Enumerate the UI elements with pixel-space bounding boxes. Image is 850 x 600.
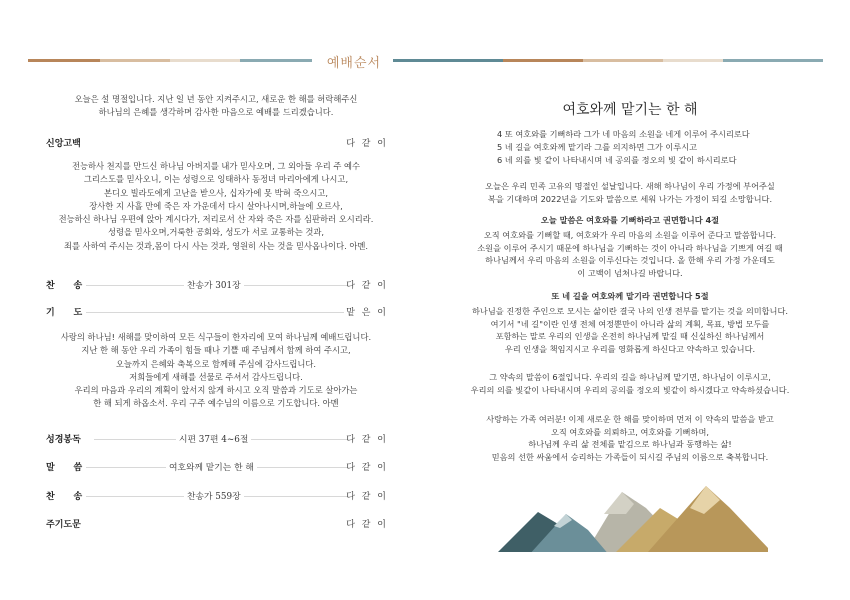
text-line: 하나님의 은혜를 생각하며 감사한 마음으로 예배를 드리겠습니다. <box>98 107 334 118</box>
sermon-paragraph <box>455 180 805 205</box>
order-detail: 여호와께 맡기는 한 해 <box>166 460 257 473</box>
sermon-paragraph <box>455 229 805 279</box>
order-leader: 다 같 이 <box>346 139 388 149</box>
text-line: 오늘은 설 명절입니다. 지난 일 년 동안 지켜주시고, 새로운 한 해를 허락해주신 <box>74 94 358 104</box>
text-line: 하나님을 진정한 주인으로 모시는 삶이란 결국 나의 인생 전부를 맡기는 것을 의미합니다. <box>472 306 788 316</box>
order-leader: 다 같 이 <box>346 463 388 473</box>
leader-line <box>86 312 344 313</box>
order-detail: 시편 37편 4~6절 <box>176 432 251 445</box>
text-line: 오직 여호와를 의뢰하고, 여호와를 기뻐하며, <box>551 426 709 437</box>
bar-segment <box>240 59 312 62</box>
text-line: 우리의 의를 빛같이 나타내시며 우리의 공의를 정오의 빛같이 하시겠다고 약속하셨습니다. <box>470 384 790 395</box>
text-line: 오늘은 우리 민족 고유의 명절인 설날입니다. 새해 하나님이 우리 가정에 부어주실 <box>485 181 775 191</box>
text-line: 여기서 "네 길"이란 인생 전체 여정뿐만이 아니라 삶의 계획, 목표, 방법 모두를 <box>490 318 770 329</box>
text-line: 우리 인생을 책임지시고 우리를 영화롭게 하신다고 약속하고 있습니다. <box>504 343 756 354</box>
bar-segment <box>583 59 663 62</box>
text-line: 지난 한 해 동안 우리 가족이 힘들 때나 기쁠 때 주님께서 함께 하여 주시고, <box>81 345 351 356</box>
bible-verses <box>497 128 797 167</box>
order-leader: 다 같 이 <box>346 281 388 291</box>
verse-line: 4 또 여호와를 기뻐하라 그가 네 마음의 소원을 네게 이루어 주시리로다 <box>497 129 750 139</box>
text-line: 소원을 이루어 주시기 때문에 하나님을 기뻐하는 것이 아니라 하나님을 기쁘게 여길 때 <box>477 242 783 253</box>
sermon-paragraph <box>455 413 805 463</box>
page-title: 예배순서 <box>326 56 382 71</box>
order-leader: 다 같 이 <box>346 520 388 530</box>
apostles-creed <box>26 160 406 253</box>
sermon-subheading: 또 네 길을 여호와께 맡기라 권면합니다 5절 <box>551 291 709 301</box>
order-item-prayer <box>46 305 388 319</box>
text-line: 복을 기대하며 2022년을 기도와 말씀으로 세워 나가는 가정이 되길 소망합니다. <box>487 193 773 204</box>
text-line: 하나님께서 우리 마음의 소원을 이루신다는 것입니다. 올 한해 우리 가정 가운데도 <box>485 255 775 265</box>
verse-line: 6 네 의를 빛 같이 나타내시며 네 공의를 정오의 빛 같이 하시리로다 <box>497 155 737 165</box>
sermon-paragraph <box>455 305 805 355</box>
order-item-lords-prayer <box>46 517 388 531</box>
order-item-creed <box>46 136 388 150</box>
bar-segment <box>393 59 503 62</box>
sermon-paragraph <box>455 371 805 396</box>
bar-segment <box>100 59 170 62</box>
text-line: 저희들에게 새해를 선물로 주셔서 감사드립니다. <box>129 371 303 382</box>
order-label: 신앙고백 <box>46 139 81 149</box>
order-detail: 찬송가 559장 <box>184 489 244 502</box>
intro-text <box>26 93 406 120</box>
bar-segment <box>723 59 823 62</box>
sermon-subheading: 오늘 말씀은 여호와를 기뻐하라고 권면합니다 4절 <box>540 215 720 225</box>
text-line: 죄를 사하여 주시는 것과,몸이 다시 사는 것과, 영원히 사는 것을 믿사옵나이다. 아멘. <box>63 240 369 251</box>
order-item-hymn-2 <box>46 489 388 503</box>
sermon-title: 여호와께 맡기는 한 해 <box>562 102 698 118</box>
bar-segment <box>28 59 100 62</box>
text-line: 그리스도를 믿사오니, 이는 성령으로 잉태하사 동정녀 마리아에게 나시고, <box>83 174 349 185</box>
order-leader: 다 같 이 <box>346 435 388 445</box>
order-label: 찬 송 <box>46 492 83 502</box>
text-line: 그 약속의 말씀이 6절입니다. 우리의 길을 하나님께 맡기면, 하나님이 이루시고, <box>489 372 771 382</box>
bar-segment <box>503 59 583 62</box>
text-line: 사랑의 하나님! 새해를 맞이하여 모든 식구들이 한자리에 모여 하나님께 예배드립니다. <box>60 332 372 342</box>
order-label: 찬 송 <box>46 281 83 291</box>
order-label: 성경봉독 <box>46 435 81 445</box>
text-line: 믿음의 선한 싸움에서 승리하는 가족들이 되시길 주님의 이름으로 축복합니다. <box>491 451 769 462</box>
text-line: 포함하는 말로 우리의 인생을 온전히 하나님께 맡길 때 신실하신 하나님께서 <box>495 331 765 341</box>
mountains-illustration <box>498 478 768 562</box>
text-line: 이 고백이 넘쳐나길 바랍니다. <box>577 267 683 278</box>
text-line: 한 해 되게 하옵소서. 우리 구주 예수님의 이름으로 기도합니다. 아멘 <box>93 398 339 409</box>
ground <box>498 552 768 562</box>
text-line: 성령을 믿사오며,거룩한 공회와, 성도가 서로 교통하는 것과, <box>107 227 325 238</box>
order-leader: 다 같 이 <box>346 492 388 502</box>
order-item-hymn-1 <box>46 278 388 292</box>
verse-line: 5 네 길을 여호와께 맡기라 그를 의지하면 그가 이루시고 <box>497 142 698 152</box>
order-leader: 맡 은 이 <box>346 308 388 318</box>
text-line: 우리의 마음과 우리의 계획이 앞서지 않게 하시고 오직 말씀과 기도로 살아가는 <box>74 385 358 396</box>
prayer-text <box>26 331 406 411</box>
order-item-scripture <box>46 432 388 446</box>
order-detail: 찬송가 301장 <box>184 278 244 291</box>
bar-segment <box>663 59 723 62</box>
order-label: 주기도문 <box>46 520 81 530</box>
text-line: 전능하사 천지를 만드신 하나님 아버지를 내가 믿사오며, 그 외아들 우리 주 예수 <box>71 161 361 171</box>
text-line: 전능하신 하나님 우편에 앉아 계시다가, 저리로서 산 자와 죽은 자를 심판하러 오시리라. <box>58 214 374 225</box>
text-line: 오직 여호와를 기뻐할 때, 여호와가 우리 마음의 소원을 이루어 준다고 말씀합니다. <box>483 230 777 240</box>
text-line: 본디오 빌라도에게 고난을 받으사, 십자가에 못 박혀 죽으시고, <box>103 187 329 198</box>
text-line: 오늘까지 은혜와 축복으로 함께해 주심에 감사드립니다. <box>115 358 317 369</box>
order-label: 말 씀 <box>46 463 83 473</box>
bar-segment <box>170 59 240 62</box>
text-line: 사랑하는 가족 여러분! 이제 새로운 한 해를 맞이하며 먼저 이 약속의 말씀을 받고 <box>486 414 774 424</box>
text-line: 하나님께 우리 삶 전체를 맡김으로 하나님과 동행하는 삶! <box>528 439 732 449</box>
text-line: 장사한 지 사흘 만에 죽은 자 가운데서 다시 살아나시며,하늘에 오르사, <box>89 200 343 211</box>
order-label: 기 도 <box>46 308 83 318</box>
order-item-sermon <box>46 460 388 474</box>
